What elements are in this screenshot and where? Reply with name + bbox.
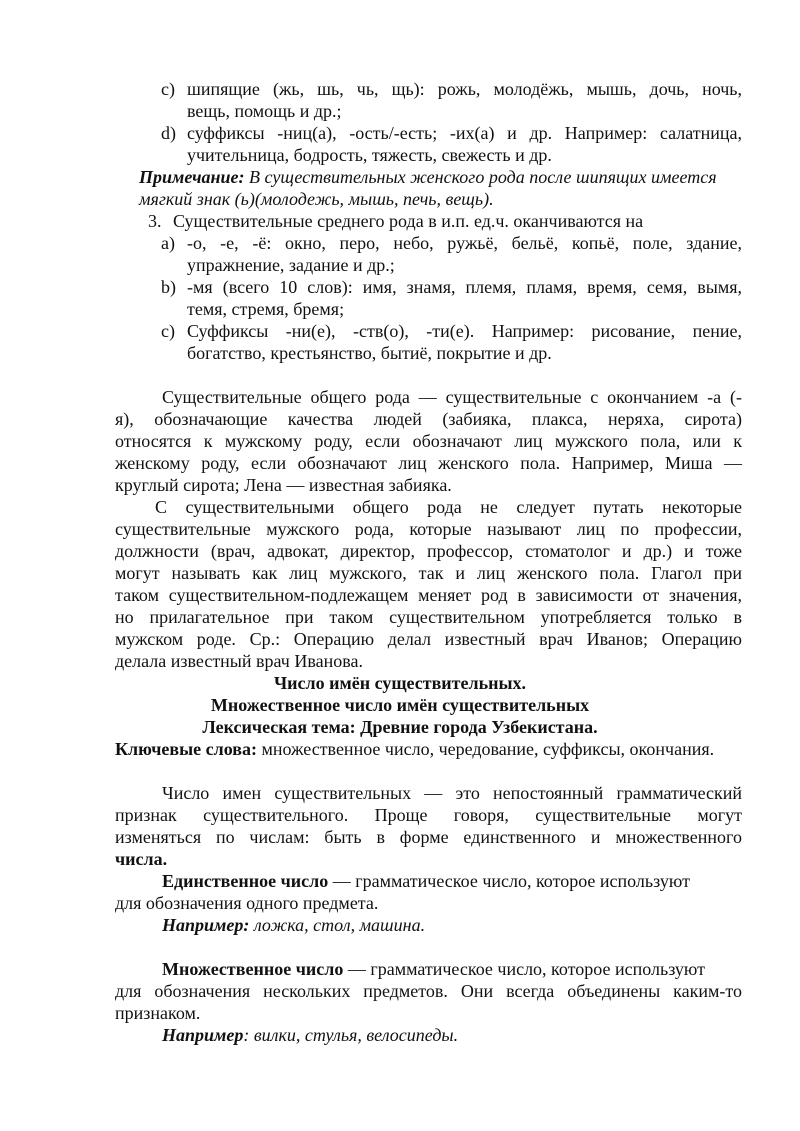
list-item-c-line2: вещь, помощь и др.; <box>187 101 342 121</box>
keywords-text: множественное число, чередование, суффиксы, окончания. <box>256 739 715 759</box>
singular-line1 <box>162 870 690 892</box>
number-para-line3: изменяться по числам: быть в форме единственного и множественного <box>115 827 742 847</box>
confuse-para-line3: должности (врач, адвокат, директор, профессор, стоматолог и др.) и тоже <box>115 541 742 561</box>
singular-example-text: ложка, стол, машина. <box>249 915 426 935</box>
plural-line3: признаком. <box>115 1003 201 1023</box>
singular-term: Единственное число <box>162 871 329 891</box>
confuse-para-line7: мужском роде. Ср.: Операцию делал известный врач Иванов; Операцию <box>115 629 742 649</box>
list-marker-c2: c) <box>161 321 175 341</box>
heading-number: Число имён существительных. <box>273 673 527 693</box>
singular-definition: — грамматическое число, которое используют <box>328 871 690 891</box>
common-para-line1: Существительные общего рода — существительные с окончанием -а (- <box>162 387 742 407</box>
plural-example <box>162 1024 458 1046</box>
plural-line2: для обозначения нескольких предметов. Они всегда объединены каким-то <box>115 981 742 1001</box>
number-para-line1: Число имен существительных — это непостоянный грамматический <box>162 783 742 803</box>
neuter-item-a-line2: упражнение, задание и др.; <box>187 255 395 275</box>
list-item-d-line2: учительница, бодрость, тяжесть, свежесть и др. <box>187 145 552 165</box>
confuse-para-line1: С существительными общего рода не следует путать некоторые <box>155 497 742 517</box>
confuse-para-line6: но прилагательное при таком существительном употребляется только в <box>115 607 742 627</box>
note-line1-text: В существительных женского рода после шипящих имеется <box>244 167 717 187</box>
plural-definition: — грамматическое число, которое используют <box>343 959 706 979</box>
list-marker-d: d) <box>161 123 176 143</box>
list-marker-3: 3. <box>148 211 162 231</box>
neuter-item-b-line1: -мя (всего 10 слов): имя, знамя, племя, пламя, время, семя, вымя, <box>187 277 742 297</box>
plural-example-label: Например <box>162 1025 244 1045</box>
common-para-line4: женскому роду, если обозначают лиц женского пола. Например, Миша — <box>115 453 742 473</box>
heading-lexical-topic: Лексическая тема: Древние города Узбекистана. <box>202 717 598 737</box>
confuse-para-line8: делала известный врач Иванова. <box>115 651 363 671</box>
number-para-line2: признак существительного. Проще говоря, существительные могут <box>115 805 742 825</box>
singular-example-label: Например: <box>162 915 250 935</box>
confuse-para-line2: существительные мужского рода, которые называют лиц по профессии, <box>115 519 742 539</box>
neuter-item-c-line2: богатство, крестьянство, бытиё, покрытие и др. <box>187 343 552 363</box>
singular-example <box>162 914 425 936</box>
heading-plural: Множественное число имён существительных <box>210 695 590 715</box>
list-item-3-text: Существительные среднего рода в и.п. ед.ч. оканчиваются на <box>173 211 644 231</box>
neuter-item-b-line2: темя, стремя, бремя; <box>187 299 345 319</box>
plural-term: Множественное число <box>162 959 344 979</box>
common-para-line5: круглый сирота; Лена — известная забияка. <box>115 475 452 495</box>
list-item-c-line1: шипящие (жь, шь, чь, щь): рожь, молодёжь, мышь, дочь, ночь, <box>187 79 742 99</box>
list-marker-b: b) <box>161 277 176 297</box>
note-line1 <box>139 166 742 188</box>
plural-line1 <box>162 958 705 980</box>
note-label: Примечание: <box>139 167 245 187</box>
note-line2: мягкий знак (ь)(молодежь, мышь, печь, вещь). <box>139 189 494 209</box>
neuter-item-c-line1: Суффиксы -ни(е), -ств(о), -ти(е). Например: рисование, пение, <box>187 321 742 341</box>
confuse-para-line4: могут называть как лиц мужского, так и лиц женского пола. Глагол при <box>115 563 742 583</box>
number-para-line4: числа. <box>115 849 168 869</box>
common-para-line2: я), обозначающие качества людей (забияка, плакса, неряха, сирота) <box>115 409 742 429</box>
list-marker-a: a) <box>161 233 175 253</box>
common-para-line3: относятся к мужскому роду, если обозначают лиц мужского пола, или к <box>115 431 742 451</box>
keywords-line <box>115 738 714 760</box>
plural-example-text: : вилки, стулья, велосипеды. <box>243 1025 459 1045</box>
neuter-item-a-line1: -о, -е, -ё: окно, перо, небо, ружьё, бельё, копьё, поле, здание, <box>187 233 742 253</box>
list-marker-c: c) <box>161 79 175 99</box>
confuse-para-line5: таком существительном-подлежащем меняет род в зависимости от значения, <box>115 585 742 605</box>
list-item-d-line1: суффиксы -ниц(а), -ость/-есть; -их(а) и др. Например: салатница, <box>187 123 742 143</box>
singular-line2: для обозначения одного предмета. <box>115 893 379 913</box>
keywords-label: Ключевые слова: <box>115 739 257 759</box>
